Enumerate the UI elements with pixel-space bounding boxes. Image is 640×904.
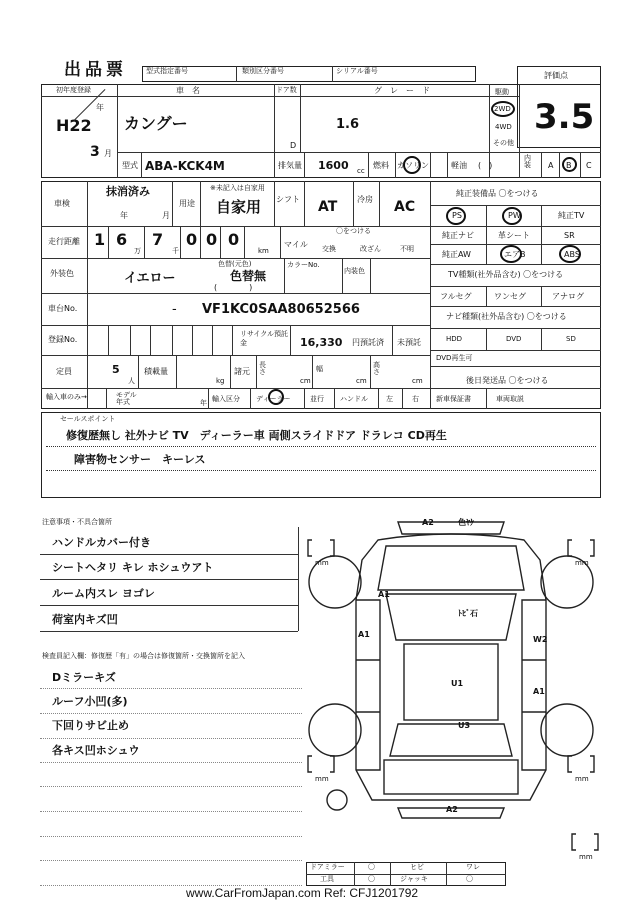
handle-label: ハンドル xyxy=(340,395,368,403)
mark-rear: U3 xyxy=(458,721,471,730)
man-unit: 万 xyxy=(134,247,141,255)
watermark: www.CarFromJapan.com Ref: CFJ1201792 xyxy=(186,886,419,900)
mileage-digit-3: 7 xyxy=(152,230,164,249)
eval-score: 3.5 xyxy=(534,97,595,137)
legend-tools-mark: 〇 xyxy=(368,875,375,883)
cc-unit: cc xyxy=(357,167,365,175)
inspection-label: 車検 xyxy=(54,199,70,208)
inspection-value: 抹消済み xyxy=(106,185,150,198)
tv-title: TV種類(社外品含む) 〇をつける xyxy=(448,270,564,279)
int-color-label: 内装色 xyxy=(344,267,365,275)
modified-label: 改ざん xyxy=(360,245,381,253)
fuel-gas: ガソリン xyxy=(397,161,429,170)
mileage-digit-2: 6 xyxy=(116,230,128,249)
note-item-3: ルーム内スレ ヨゴレ xyxy=(52,587,155,600)
fuel-paren: ( ) xyxy=(478,161,493,170)
fuel-label: 燃料 xyxy=(373,161,389,170)
vin-label: 車台No. xyxy=(48,304,78,313)
circle-note: 〇をつける xyxy=(336,227,371,235)
usage-label: 用途 xyxy=(179,199,195,208)
nav-dvd: DVD xyxy=(506,335,522,343)
vin-value: VF1KC0SAA80652566 xyxy=(202,302,360,317)
legend-jack-mark: 〇 xyxy=(466,875,473,883)
equip-leather: 革シート xyxy=(498,231,530,240)
legend-jack: ジャッキ xyxy=(400,875,428,883)
dims-label: 諸元 xyxy=(234,367,250,376)
eval-label: 評価点 xyxy=(544,71,568,80)
class-label: 類別区分番号 xyxy=(242,67,284,75)
handle-left: 左 xyxy=(386,395,393,403)
width-cm: cm xyxy=(356,377,367,385)
grade-label: グ レ ー ド xyxy=(374,86,430,95)
ac-label: 冷房 xyxy=(357,195,373,204)
mark-roof: U1 xyxy=(451,679,464,688)
displacement-value: 1600 xyxy=(318,159,349,172)
reg-year-label: 年 xyxy=(96,103,104,112)
type-cert-label: 型式指定番号 xyxy=(146,67,188,75)
capacity-value: 5 xyxy=(112,363,120,376)
equip-airbag: エアB xyxy=(504,250,526,259)
sales-line-1: 修復歴無し 社外ナビ TV ディーラー車 両側スライドドア ドラレコ CD再生 xyxy=(66,429,447,442)
drive-2wd: 2WD xyxy=(494,105,511,113)
tv-fullseg: フルセグ xyxy=(440,292,472,301)
mm-unit-fr: mm xyxy=(575,559,589,567)
equip-aw: 純正AW xyxy=(442,250,471,259)
mark-right-rear: A1 xyxy=(533,687,545,696)
mileage-digit-4: 0 xyxy=(186,230,198,249)
shift-label: シフト xyxy=(276,195,300,204)
note-item-1: ハンドルカバー付き xyxy=(52,536,151,549)
legend-crack: ヒビ xyxy=(410,863,424,871)
exchange-label: 交換 xyxy=(322,245,336,253)
parallel-label: 並行 xyxy=(310,395,324,403)
length-label: 長さ xyxy=(259,361,266,376)
mm-unit-spare: mm xyxy=(579,853,593,861)
legend-break: ワレ xyxy=(466,863,480,871)
shift-value: AT xyxy=(318,199,338,215)
nav-sd: SD xyxy=(566,335,576,343)
mm-unit-rr: mm xyxy=(575,775,589,783)
load-label: 積載量 xyxy=(144,367,168,376)
interior-grade-b: B xyxy=(566,161,572,170)
tv-oneseg: ワンセグ xyxy=(494,292,526,301)
note-item-4: 荷室内キズ凹 xyxy=(52,613,118,626)
after-manual: 車両取説 xyxy=(496,395,524,403)
after-warranty: 新車保証書 xyxy=(436,395,471,403)
model-year-suffix: 年 xyxy=(200,399,207,407)
sales-line-2: 障害物センサー キーレス xyxy=(74,453,206,466)
mark-right-door: W2 xyxy=(533,635,548,644)
equip-navi: 純正ナビ xyxy=(442,231,474,240)
inspector-item-2: ルーフ小凹(多) xyxy=(52,695,128,708)
interior-grade-c: C xyxy=(586,161,592,170)
model-year-label: モデル年式 xyxy=(116,391,137,406)
inspector-item-4: 各キス凹ホシュウ xyxy=(52,744,140,757)
insp-month-label: 月 xyxy=(162,211,170,220)
serial-label: シリアル番号 xyxy=(336,67,378,75)
model-label: 型式 xyxy=(122,161,138,170)
usage-note: ※未記入は自家用 xyxy=(210,184,265,192)
legend-mirror: ドアミラー xyxy=(310,863,345,871)
grade-value: 1.6 xyxy=(336,117,360,132)
repaint-paren: ( ) xyxy=(214,283,253,292)
note-item-2: シートヘタリ キレ ホシュウアト xyxy=(52,561,214,574)
regno-label: 登録No. xyxy=(48,335,78,344)
repaint-label: 色替(元色) xyxy=(218,260,252,268)
nav-hdd: HDD xyxy=(446,335,463,343)
reg-era-year: H22 xyxy=(56,116,92,135)
inspector-item-1: Dミラーキズ xyxy=(52,671,116,684)
insp-year-label: 年 xyxy=(120,211,128,220)
page-title: 出品票 xyxy=(64,60,127,80)
color-value: イエロー xyxy=(124,271,176,286)
person-unit: 人 xyxy=(128,377,135,385)
sales-label: セールスポイント xyxy=(60,415,116,423)
recycle-value: 16,330 xyxy=(300,336,343,349)
color-label: 外装色 xyxy=(50,269,74,278)
mark-rear-bumper: A2 xyxy=(446,805,458,814)
mark-front-bumper: A2 xyxy=(422,518,434,527)
equip-abs: ABS xyxy=(564,250,580,259)
car-name-label: 車 名 xyxy=(176,86,200,95)
mark-front-bumper-note: 色ﾔｹ xyxy=(458,518,474,527)
handle-right: 右 xyxy=(412,395,419,403)
capacity-label: 定員 xyxy=(56,367,72,376)
equip-pw: PW xyxy=(508,211,521,220)
doors-suffix: D xyxy=(290,141,297,150)
height-label: 高さ xyxy=(373,361,380,376)
doors-label: ドア数 xyxy=(276,86,297,94)
legend-tools: 工具 xyxy=(320,875,334,883)
reg-month-label: 月 xyxy=(104,149,112,158)
equip-ps: PS xyxy=(452,211,462,220)
displacement-label: 排気量 xyxy=(278,161,302,170)
equip-title: 純正装備品 〇をつける xyxy=(456,189,539,198)
drive-other: その他 xyxy=(493,139,514,147)
mark-left-door: A1 xyxy=(358,630,370,639)
import-class-label: 輸入区分 xyxy=(212,395,240,403)
height-cm: cm xyxy=(412,377,423,385)
unknown-label: 不明 xyxy=(400,245,414,253)
mile-label: マイル xyxy=(284,240,308,249)
vin-dash: - xyxy=(172,302,177,317)
color-no-label: カラーNo. xyxy=(287,261,320,269)
dealer-label: ディーラー xyxy=(256,395,291,403)
drive-4wd: 4WD xyxy=(495,123,512,131)
mileage-digit-5: 0 xyxy=(206,230,218,249)
fuel-diesel: 軽油 xyxy=(451,161,467,170)
equip-sr: SR xyxy=(564,231,575,240)
ac-value: AC xyxy=(394,199,416,215)
dvd-playback: DVD再生可 xyxy=(436,354,473,362)
inspector-item-3: 下回りサビ止め xyxy=(52,719,129,732)
mm-unit-rl: mm xyxy=(315,775,329,783)
mileage-digit-1: 1 xyxy=(94,230,106,249)
mark-windshield: ﾄﾋﾞ石 xyxy=(458,609,478,618)
import-label: 輸入車のみ→ xyxy=(46,393,87,401)
notes-label: 注意事項・不具合箇所 xyxy=(42,518,112,526)
reg-month: 3 xyxy=(90,144,100,160)
mileage-digit-6: 0 xyxy=(228,230,240,249)
recycle-done: 円預託済 xyxy=(352,338,384,347)
km-unit: km xyxy=(258,247,269,255)
model-value: ABA-KCK4M xyxy=(145,159,225,173)
equip-tv: 純正TV xyxy=(558,211,585,220)
interior-label: 内装 xyxy=(524,154,531,169)
usage-value: 自家用 xyxy=(216,198,262,216)
legend-mirror-mark: 〇 xyxy=(368,863,375,871)
drive-label: 駆動 xyxy=(495,88,509,96)
mark-front-left: A1 xyxy=(378,590,390,599)
tv-analog: アナログ xyxy=(552,292,584,301)
width-label: 幅 xyxy=(316,365,323,373)
sen-unit: 千 xyxy=(172,247,179,255)
kg-unit: kg xyxy=(216,377,225,385)
nav-title: ナビ種類(社外品含む) 〇をつける xyxy=(446,312,567,321)
length-cm: cm xyxy=(300,377,311,385)
interior-grade-a: A xyxy=(548,161,554,170)
recycle-not: 未預託 xyxy=(397,338,421,347)
mm-unit-fl: mm xyxy=(315,559,329,567)
recycle-label: リサイクル預託金 xyxy=(240,330,289,348)
car-name: カングー xyxy=(124,114,188,133)
inspector-label: 検査員記入欄：修復歴「有」の場合は修復箇所・交換箇所を記入 xyxy=(42,652,245,660)
after-title: 後日発送品 〇をつける xyxy=(466,376,549,385)
mileage-label: 走行距離 xyxy=(48,237,80,246)
repaint-value: 色替無 xyxy=(230,269,267,283)
first-reg-label: 初年度登録 xyxy=(56,86,91,94)
